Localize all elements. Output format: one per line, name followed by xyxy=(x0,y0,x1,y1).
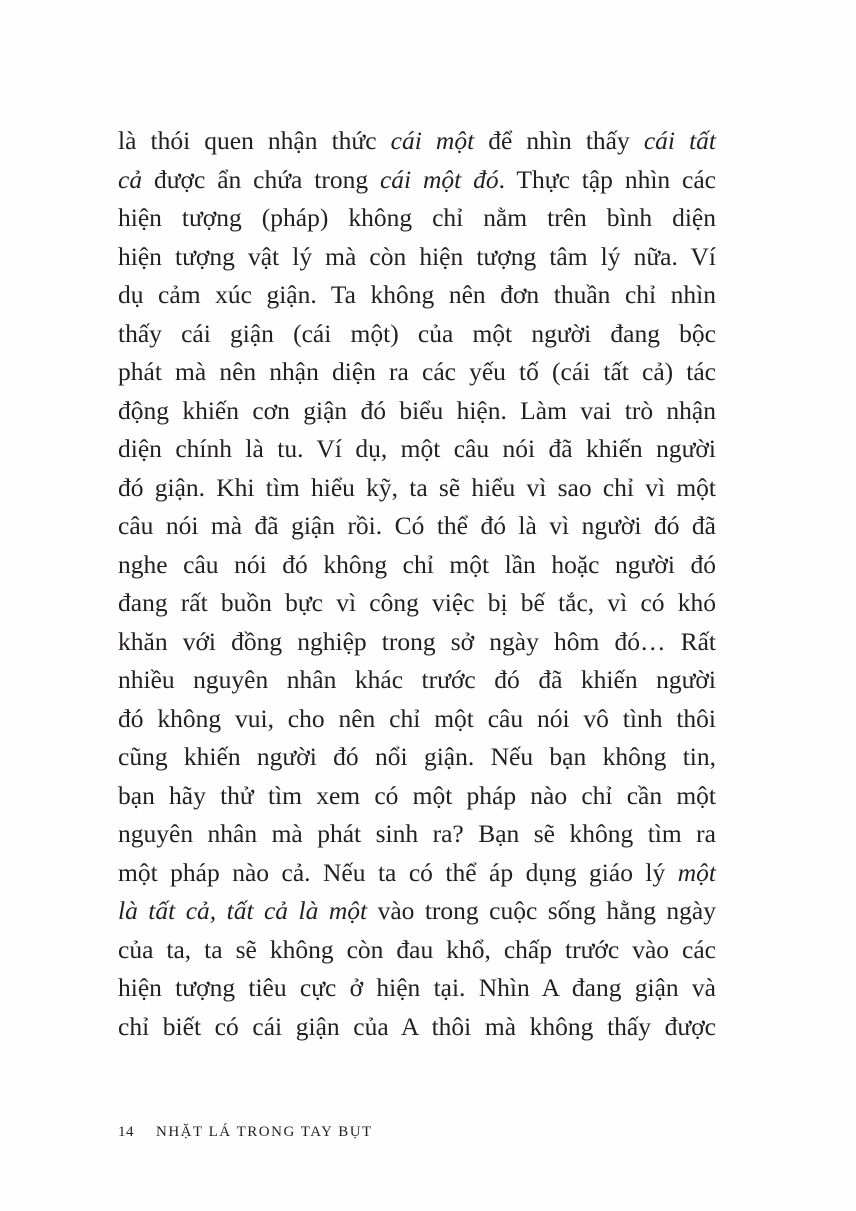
text-line xyxy=(118,854,716,893)
italic-segment: là tất cả, tất cả là một xyxy=(118,896,368,925)
text-segment: vào trong cuộc sống hằng ngày xyxy=(367,896,716,925)
italic-segment: một xyxy=(677,857,716,887)
text-line: phát mà nên nhận diện ra các yếu tố (cái tất cả) tác xyxy=(118,357,716,386)
text-line: diện chính là tu. Ví dụ, một câu nói đã khiến người xyxy=(118,434,716,463)
text-line: khăn với đồng nghiệp trong sở ngày hôm đó… Rất xyxy=(118,626,716,656)
running-title: NHẶT LÁ TRONG TAY BỤT xyxy=(156,1124,373,1140)
text-line: bạn hãy thử tìm xem có một pháp nào chỉ cần một xyxy=(118,780,716,810)
page-number: 14 xyxy=(118,1124,134,1140)
text-line: hiện tượng vật lý mà còn hiện tượng tâm lý nữa. Ví xyxy=(118,241,716,271)
text-line: động khiến cơn giận đó biểu hiện. Làm vai trò nhận xyxy=(118,395,716,425)
text-segment: . Thực tập nhìn các xyxy=(498,164,716,194)
text-line: thấy cái giận (cái một) của một người đang bộc xyxy=(118,318,716,348)
text-line: nguyên nhân mà phát sinh ra? Bạn sẽ không tìm ra xyxy=(118,819,716,848)
text-line: câu nói mà đã giận rồi. Có thể đó là vì người đó đã xyxy=(118,511,716,540)
text-line: đó giận. Khi tìm hiểu kỹ, ta sẽ hiểu vì sao chỉ vì một xyxy=(118,472,716,502)
text-line: của ta, ta sẽ không còn đau khổ, chấp trước vào các xyxy=(118,934,716,964)
text-line: đang rất buồn bực vì công việc bị bế tắc, vì có khó xyxy=(118,588,716,617)
text-line: dụ cảm xúc giận. Ta không nên đơn thuần chỉ nhìn xyxy=(118,280,716,309)
text-line: nhiều nguyên nhân khác trước đó đã khiến người xyxy=(118,665,716,694)
text-segment: một pháp nào cả. Nếu ta có thể áp dụng giáo lý xyxy=(118,857,678,887)
text-line xyxy=(118,122,716,161)
italic-segment: cả xyxy=(118,164,143,194)
text-line: nghe câu nói đó không chỉ một lần hoặc người đó xyxy=(118,549,716,579)
text-segment: để nhìn thấy xyxy=(474,126,644,155)
italic-segment: cái một xyxy=(390,126,475,155)
text-segment: là thói quen nhận thức xyxy=(118,126,391,155)
italic-segment: cái một đó xyxy=(379,164,499,194)
italic-segment: cái tất xyxy=(643,126,717,155)
body-text xyxy=(118,122,716,1046)
text-line xyxy=(118,892,716,931)
text-segment: được ẩn chứa trong xyxy=(142,164,380,194)
text-line: hiện tượng (pháp) không chỉ nằm trên bình diện xyxy=(118,203,716,232)
text-line: đó không vui, cho nên chỉ một câu nói vô tình thôi xyxy=(118,703,716,733)
text-line: chỉ biết có cái giận của A thôi mà không thấy được xyxy=(118,1011,716,1041)
page-footer xyxy=(118,1124,373,1141)
text-line: hiện tượng tiêu cực ở hiện tại. Nhìn A đang giận và xyxy=(118,973,716,1002)
text-line: cũng khiến người đó nổi giận. Nếu bạn không tin, xyxy=(118,742,716,771)
text-line xyxy=(118,161,716,200)
